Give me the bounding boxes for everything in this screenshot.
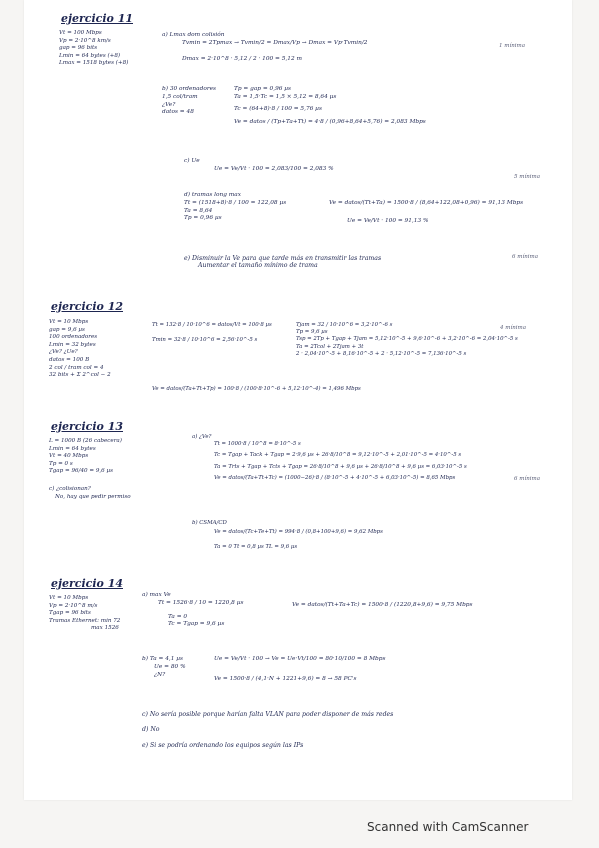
exercise-11-part-d: d) tramas long max Tt = (1518+8)·8 / 100 = 122,08 µs Ta = 8,64 Tp = 0,96 µs (184, 192, 287, 222)
exercise-14-part-b-eqs: Ue = Ve/Vt · 100 → Ve = Ue·Vt/100 = 80·10/100 = 8 Mbps Ve = 1500·8 / (4,1·N + 1221+9,6) = 8 → 58 PC's (214, 656, 386, 682)
exercise-14-part-d: d) No (142, 726, 160, 733)
exercise-12-ve: Ve = datos/(Ta+Tt+Tp) = 100·8 / (100·8·10^-6 + 5,12·10^-4) = 1,496 Mbps (152, 386, 361, 392)
exercise-14-title: ejercicio 14 (51, 577, 123, 590)
margin-mark-1: 1 mínima (499, 43, 526, 49)
exercise-14-part-e: e) Si se podría ordenando los equipos según las IPs (142, 742, 304, 749)
exercise-11-part-a: a) Lmax dom colisión Tvmin = 2Tpmax → Tvmin/2 = Dmax/Vp → Dmax = Vp·Tvmin/2 Dmax = 2·10^8 · 5,12 / 2 · 100 = 5,12 m (162, 32, 368, 62)
exercise-11-part-e: e) Disminuir la Ve para que tarde más en transmitir las tramas Aumentar el tamaño mínimo de trama (184, 255, 382, 269)
exercise-12-times: Tt = 132·8 / 10·10^6 = datos/Vt = 100·8 µs Tmin = 32·8 / 10·10^6 = 2,56·10^-5 s (152, 322, 272, 344)
exercise-13-title: ejercicio 13 (51, 420, 123, 433)
exercise-11-part-b: b) 30 ordenadores 1,5 col/tram ¿Ve? datos = 48 (162, 86, 217, 116)
exercise-11-part-c: c) Ue Ue = Ve/Vt · 100 = 2,083/100 = 2,083 % (184, 158, 334, 172)
exercise-11-part-d-ve: Ve = datos/(Tt+Ta) = 1500·8 / (8,64+122,08+0,96) = 91,13 Mbps Ue = Ve/Vt · 100 = 91,13 % (329, 200, 524, 224)
exercise-11-given: Vt = 100 Mbps Vp = 2·10^8 km/s gap = 96 bits Lmin = 64 bytes (+8) Lmax = 1518 bytes (+8) (59, 30, 129, 67)
scanned-page (24, 0, 572, 800)
exercise-14-given: Vt = 10 Mbps Vp = 2·10^8 m/s Tgap = 96 bits Tramas Ethernet: min 72 max 1526 (49, 595, 121, 632)
exercise-14-part-a: a) max Ve Tt = 1526·8 / 10 = 1220,8 µs Ta = 0 Tc = Tgap = 9,6 µs (142, 592, 244, 628)
exercise-14-part-b: b) Ta = 4,1 µs Ue = 80 % ¿N? (142, 656, 186, 678)
exercise-11-title: ejercicio 11 (61, 12, 133, 25)
exercise-11-part-b-eqs: Tp = gap = 0,96 µs Ta = 1,5·Tc = 1,5 × 5,12 = 8,64 µs Tc = (64+8)·8 / 100 = 5,76 µs Ve = datos / (Tp+Ta+Tt) = 4·8 / (0,96+8,64+5,76) = 2,083 Mbps (234, 86, 426, 126)
exercise-14-part-c: c) No sería posible porque harían falta VLAN para poder disponer de más redes (142, 711, 394, 718)
margin-mark-5: 5 mínima (514, 174, 541, 180)
margin-mark-6: 6 mínima (512, 254, 539, 260)
exercise-12-tjam: Tjam = 32 / 10·10^6 = 3,2·10^-6 s Tp = 9,6 µs Tsp = 2Tp + Tgap + Tjam = 5,12·10^-5 + 9,6·10^-6 + 3,2·10^-6 = 2,04·10^-5 s Ta = 2Tcol + 2Tjam + 3t 2 · 2,04·10^-5 + 8,16·10^-5 + 2 · 5,12·10^-5 = 7,136·10^-5 s (296, 322, 518, 357)
exercise-13-part-a: a) ¿Ve? Tt = 1000·8 / 10^8 = 8·10^-5 s Tc = Tgap + Tack + Tgap = 2·9,6 µs + 26·8/10^8 = 9,12·10^-5 + 2,01·10^-5 = 4·10^-5 s Ta = Trts + Tgap + Tcts + Tgap = 26·8/10^8 + 9,6 µs + 26·8/10^8 + 9,6 µs = 6,03·10^-5 s Ve = datos/(Ta+Tt+Tc) = (1000−26)·8 / (8·10^-5 + 4·10^-5 + 6,03·10^-5) = 8,65 Mbps (192, 434, 467, 481)
exercise-12-title: ejercicio 12 (51, 300, 123, 313)
exercise-13-given: L = 1000 B (26 cabecera) Lmin = 64 bytes Vt = 40 Mbps Tp = 0 s Tgap = 96/40 = 9,6 µs c) ¿colisionan? No, hay que pedir permiso (49, 438, 131, 500)
exercise-14-part-a-ve: Ve = datos/(Tt+Ta+Tc) = 1500·8 / (1220,8+9,6) = 9,75 Mbps (292, 602, 473, 608)
margin-mark-6b: 6 mínima (514, 476, 541, 482)
scanner-watermark: Scanned with CamScanner (367, 820, 529, 834)
exercise-13-part-b: b) CSMA/CD Ve = datos/(Tc+Te+Tt) = 994·8 / (0,8+100+9,6) = 9,62 Mbps Ta = 0 Tt = 0,8 µs TL = 9,6 µs (192, 520, 383, 551)
exercise-12-given: Vt = 10 Mbps gap = 9,6 µs 100 ordenadores Lmin = 32 bytes ¿Ve? ¿Ue? datos = 100 B 2 col / tram col = 4 32 bits + Σ 2^col − 2 (49, 319, 111, 379)
margin-mark-4: 4 mínima (500, 325, 527, 331)
